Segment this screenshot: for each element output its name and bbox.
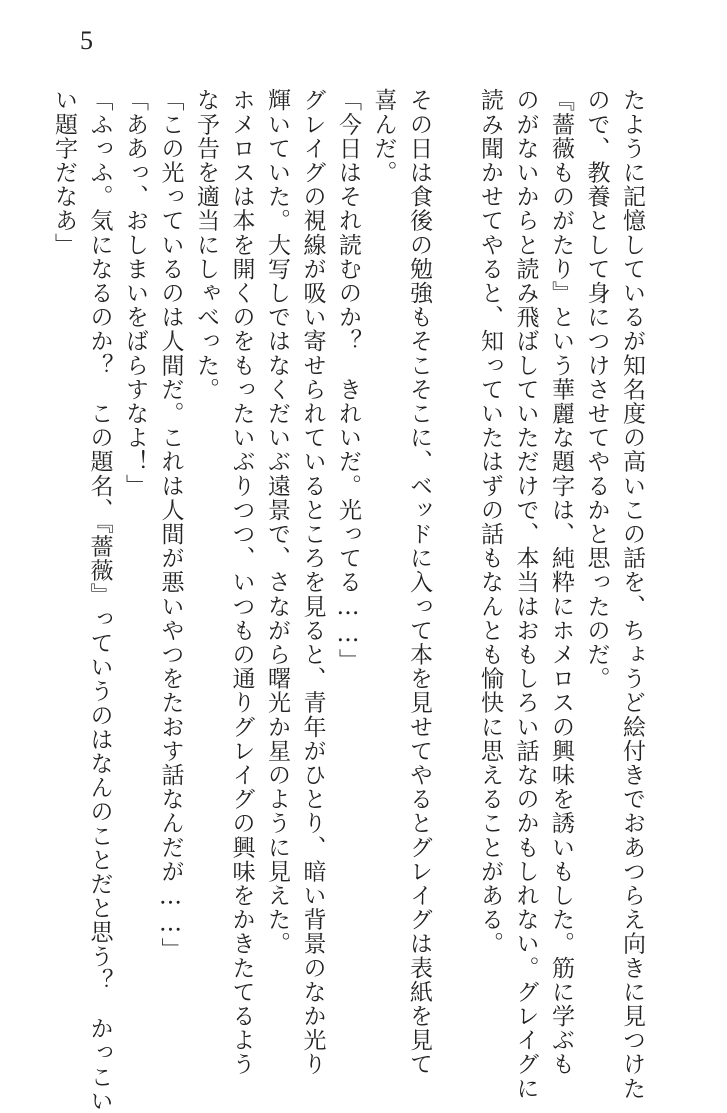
text-line: 読み聞かせてやると、知っていたはずの話もなんとも愉快に思えることがある。 [477,88,503,956]
text-line: な予告を適当にしゃべった。 [193,88,219,402]
text-line: 「ふっふ。気になるのか？ この題名、『薔薇』っていうのはなんのことだと思う？ かっこい [86,88,113,1113]
text-line: のがないからと読み飛ばしていただけで、本当はおもしろい話なのかもしれない。グレイグに [512,88,539,1101]
text-line: 『薔薇ものがたり』という華麗な題字は、純粋にホメロスの興味を誘いもした。筋に学ぶも [548,88,574,1077]
text-line: ホメロスは本を開くのをもったいぶりつつ、いつもの通りグレイグの興味をかきたてるよう [228,88,255,1077]
body-text [46,88,650,1113]
text-line: ので、教養として身につけさせてやるかと思ったのだ。 [583,88,610,691]
page-number: 5 [80,26,93,55]
text-line: 「この光っているのは人間だ。これは人間が悪いやつをたおす話なんだが……」 [157,88,184,962]
text-line: たように記憶しているが知名度の高いこの話を、ちょうど絵付きでおあつらえ向きに見つけた [619,88,645,1101]
text-line: グレイグの視線が吸い寄せられているところを見ると、青年がひとり、暗い背景のなか光り [299,88,326,1077]
text-line: 「今日はそれ読むのか？ きれいだ。光ってる……」 [335,88,361,673]
text-line: 輝いていた。大写しではなくだいぶ遠景で、さながら曙光か星のように見えた。 [264,88,290,956]
text-line: その日は食後の勉強もそこそこに、ベッドに入って本を見せてやるとグレイグは表紙を見て [406,88,432,1077]
text-line: い題字だなあ」 [51,88,77,257]
text-line: 喜んだ。 [370,88,397,185]
blank-line [436,88,472,988]
text-line: 「ああっ、おしまいをばらすなよ！」 [122,88,148,498]
